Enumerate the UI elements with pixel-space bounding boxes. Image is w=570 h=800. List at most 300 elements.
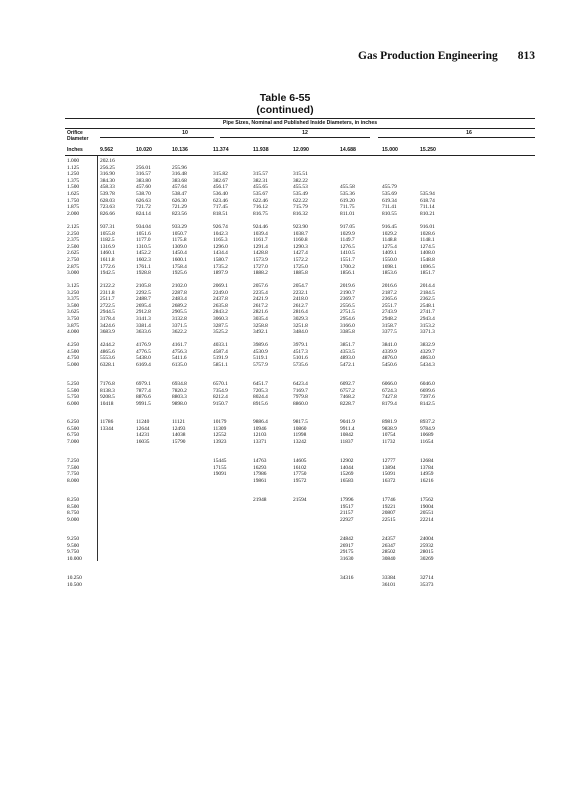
table-cell: 3371.5 [172, 322, 187, 329]
column-subheader: 14.688 [340, 147, 356, 153]
table-cell: 14959 [420, 471, 434, 478]
table-cell: 10860 [293, 425, 307, 432]
table-cell: 933.29 [172, 224, 187, 230]
table-cell: 1696.5 [420, 263, 435, 270]
table-cell: 1888.2 [253, 270, 268, 277]
table-cell: 5434.3 [420, 361, 435, 368]
table-subtitle: (continued) [256, 104, 314, 116]
table-cell: 7397.6 [420, 394, 435, 401]
table-cell: 14044 [340, 464, 354, 471]
orifice-diameter-cell: 3.875 [67, 322, 80, 329]
table-cell: 1182.5 [100, 237, 115, 244]
table-cell: 3141.3 [136, 316, 151, 322]
table-cell: 3492.1 [253, 329, 268, 336]
table-cell: 716.12 [253, 204, 268, 211]
table-cell: 384.30 [100, 177, 115, 184]
group-rule-16 [378, 137, 535, 138]
table-cell: 1450.4 [172, 250, 187, 257]
orifice-diameter-cell: 2.000 [67, 210, 80, 217]
table-cell: 26917 [340, 542, 354, 549]
table-cell: 3832.9 [420, 342, 435, 348]
table-cell: 2741.7 [420, 309, 435, 316]
page-number: 813 [517, 50, 535, 62]
table-cell: 11837 [340, 438, 354, 445]
table-cell: 21948 [253, 497, 267, 503]
table-top-rule [65, 118, 535, 119]
table-cell: 7979.8 [293, 394, 308, 401]
table-cell: 10418 [100, 400, 114, 407]
table-cell: 1055.8 [100, 230, 115, 237]
table-cell: 7427.8 [382, 394, 397, 401]
table-cell: 1727.0 [253, 263, 268, 270]
table-cell: 1550.0 [382, 257, 397, 263]
table-cell: 3683.9 [100, 329, 115, 336]
table-cell: 535.36 [340, 191, 355, 197]
table-cell: 457.64 [172, 184, 187, 191]
orifice-diameter-cell: 9.500 [67, 542, 80, 549]
table-cell: 1177.0 [136, 237, 151, 244]
table-cell: 1897.9 [213, 270, 228, 277]
table-cell: 1050.7 [172, 230, 187, 237]
table-cell: 13923 [213, 438, 227, 445]
table-cell: 455.53 [293, 184, 308, 191]
table-cell: 1042.3 [213, 230, 228, 237]
table-cell: 3166.0 [340, 322, 355, 329]
table-cell: 6135.0 [172, 361, 187, 368]
table-cell: 6979.1 [136, 381, 151, 387]
table-cell: 816.75 [253, 210, 268, 217]
table-cell: 2551.7 [382, 302, 397, 309]
orifice-diameter-cell: 2.500 [67, 243, 80, 250]
orifice-diameter-cell: 8.000 [67, 477, 80, 484]
table-cell: 626.63 [136, 197, 151, 204]
table-cell: 2816.4 [293, 309, 308, 316]
table-cell: 12902 [340, 458, 354, 464]
table-cell: 3158.7 [382, 322, 397, 329]
table-cell: 1698.1 [382, 263, 397, 270]
orifice-diameter-cell: 7.750 [67, 471, 80, 478]
table-cell: 2187.2 [382, 289, 397, 296]
table-cell: 19221 [382, 503, 396, 510]
orifice-diameter-cell: 1.625 [67, 191, 80, 197]
group-rule-12 [220, 137, 370, 138]
table-cell: 17750 [293, 471, 307, 478]
orifice-diameter-cell: 2.375 [67, 237, 80, 244]
orifice-diameter-cell: 7.000 [67, 438, 80, 445]
table-cell: 6092.7 [340, 381, 355, 387]
table-cell: 9817.5 [293, 419, 308, 425]
table-cell: 619.34 [382, 197, 397, 204]
table-cell: 1165.3 [213, 237, 228, 244]
orifice-diameter-cell: 9.250 [67, 536, 80, 542]
table-cell: 1038.7 [293, 230, 308, 237]
table-cell: 12777 [382, 458, 396, 464]
table-cell: 3371.3 [420, 329, 435, 336]
table-cell: 1276.5 [340, 243, 355, 250]
table-cell: 536.40 [213, 191, 228, 197]
table-cell: 2722.5 [100, 302, 115, 309]
table-cell: 8179.4 [382, 400, 397, 407]
table-cell: 8138.3 [100, 387, 115, 394]
table-cell: 2689.2 [172, 302, 187, 309]
table-cell: 33384 [382, 575, 396, 581]
table-cell: 816.32 [293, 210, 308, 217]
group-header-12: 12 [302, 130, 308, 136]
row-header-orifice: Orifice [67, 130, 83, 136]
orifice-diameter-cell: 9.750 [67, 549, 80, 556]
orifice-diameter-cell: 2.750 [67, 257, 80, 263]
table-cell: 1275.4 [382, 243, 397, 250]
table-cell: 5450.6 [382, 361, 397, 368]
table-cell: 1291.4 [253, 243, 268, 250]
table-cell: 12552 [213, 432, 227, 439]
table-cell: 2057.6 [253, 283, 268, 289]
table-cell: 7176.8 [100, 381, 115, 387]
table-cell: 2014.4 [420, 283, 435, 289]
table-cell: 383.68 [172, 177, 187, 184]
table-cell: 455.58 [340, 184, 355, 191]
table-cell: 3979.1 [293, 342, 308, 348]
table-cell: 934.04 [136, 224, 151, 230]
orifice-diameter-cell: 5.750 [67, 394, 80, 401]
table-cell: 3287.5 [213, 322, 228, 329]
table-cell: 1161.7 [253, 237, 268, 244]
table-cell: 6451.7 [253, 381, 268, 387]
table-cell: 2488.7 [136, 296, 151, 303]
table-cell: 456.17 [213, 184, 228, 191]
table-cell: 6934.8 [172, 381, 187, 387]
table-cell: 1296.0 [213, 243, 228, 250]
table-cell: 16035 [136, 438, 150, 445]
table-cell: 618.74 [420, 197, 435, 204]
table-cell: 8024.4 [253, 394, 268, 401]
table-cell: 622.46 [253, 197, 268, 204]
table-cell: 3385.8 [340, 329, 355, 336]
table-cell: 2190.7 [340, 289, 355, 296]
table-cell: 19572 [293, 477, 307, 484]
table-cell: 14763 [253, 458, 267, 464]
table-cell: 11786 [100, 419, 114, 425]
table-cell: 21157 [340, 510, 354, 517]
table-cell: 6757.2 [340, 387, 355, 394]
table-cell: 1408.0 [420, 250, 435, 257]
table-cell: 458.33 [100, 184, 115, 191]
table-cell: 2249.0 [213, 289, 228, 296]
table-cell: 3381.4 [136, 322, 151, 329]
table-cell: 1434.4 [213, 250, 228, 257]
table-cell: 24357 [382, 536, 396, 542]
column-subheader: 11.374 [213, 147, 229, 153]
table-cell: 1700.2 [340, 263, 355, 270]
table-cell: 810.55 [382, 210, 397, 217]
table-cell: 9784.9 [420, 425, 435, 432]
table-cell: 1460.1 [100, 250, 115, 257]
table-cell: 24842 [340, 536, 354, 542]
table-cell: 924.46 [253, 224, 268, 230]
table-cell: 826.66 [100, 210, 115, 217]
table-cell: 16293 [253, 464, 267, 471]
table-cell: 382.31 [253, 177, 268, 184]
table-cell: 1316.9 [100, 243, 115, 250]
table-cell: 1051.6 [136, 230, 151, 237]
table-cell: 5472.1 [340, 361, 355, 368]
table-cell: 5735.6 [293, 361, 308, 368]
orifice-diameter-cell: 1.375 [67, 177, 80, 184]
table-cell: 383.80 [136, 177, 151, 184]
table-title-block [0, 92, 570, 116]
table-cell: 2437.8 [213, 296, 228, 303]
orifice-diameter-cell: 3.000 [67, 270, 80, 277]
table-cell: 15091 [382, 471, 396, 478]
orifice-diameter-cell: 10.000 [67, 555, 82, 562]
table-cell: 4756.3 [172, 348, 187, 355]
table-cell: 8228.7 [340, 400, 355, 407]
table-cell: 202.16 [100, 158, 115, 164]
table-cell: 35373 [420, 581, 434, 588]
table-cell: 3841.0 [382, 342, 397, 348]
table-cell: 1551.7 [340, 257, 355, 263]
table-cell: 13344 [100, 425, 114, 432]
table-cell: 2612.7 [293, 302, 308, 309]
table-cell: 457.60 [136, 184, 151, 191]
table-cell: 12103 [253, 432, 267, 439]
table-cell: 4893.0 [340, 355, 355, 362]
table-cell: 622.22 [293, 197, 308, 204]
table-cell: 2105.8 [136, 283, 151, 289]
table-cell: 711.41 [382, 204, 397, 211]
table-cell: 1851.7 [420, 270, 435, 277]
table-cell: 3633.6 [136, 329, 151, 336]
table-cell: 916.45 [382, 224, 397, 230]
table-cell: 2635.8 [213, 302, 228, 309]
table-cell: 2905.5 [172, 309, 187, 316]
table-cell: 315.57 [253, 171, 268, 178]
table-cell: 9911.4 [340, 425, 355, 432]
table-cell: 10754 [382, 432, 396, 439]
table-cell: 2362.5 [420, 296, 435, 303]
table-cell: 3258.8 [253, 322, 268, 329]
row-header-inches: Inches [67, 147, 83, 153]
table-cell: 10689 [420, 432, 434, 439]
table-cell: 28015 [420, 549, 434, 556]
table-cell: 5553.6 [100, 355, 115, 362]
table-cell: 256.25 [100, 164, 115, 171]
table-cell: 7205.3 [253, 387, 268, 394]
table-cell: 256.01 [136, 164, 151, 171]
table-cell: 916.01 [420, 224, 435, 230]
orifice-diameter-cell: 4.750 [67, 355, 80, 362]
table-cell: 2235.4 [253, 289, 268, 296]
table-cell: 15445 [213, 458, 227, 464]
table-cell: 11121 [172, 419, 186, 425]
table-cell: 11732 [382, 438, 396, 445]
table-cell: 2122.2 [100, 283, 115, 289]
table-cell: 2292.5 [136, 289, 151, 296]
table-cell: 1290.3 [293, 243, 308, 250]
table-cell: 2483.4 [172, 296, 187, 303]
table-cell: 14231 [136, 432, 150, 439]
table-cell: 4353.5 [340, 348, 355, 355]
table-cell: 711.75 [340, 204, 355, 211]
orifice-diameter-cell: 6.500 [67, 425, 80, 432]
orifice-diameter-cell: 1.125 [67, 164, 80, 171]
orifice-diameter-cell: 6.000 [67, 400, 80, 407]
table-cell: 811.01 [340, 210, 355, 217]
table-cell: 723.63 [100, 204, 115, 211]
table-cell: 20551 [420, 510, 434, 517]
table-cell: 3851.7 [340, 342, 355, 348]
table-cell: 2912.8 [136, 309, 151, 316]
orifice-diameter-cell: 5.000 [67, 361, 80, 368]
table-cell: 535.49 [293, 191, 308, 197]
table-cell: 626.30 [172, 197, 187, 204]
table-cell: 2184.5 [420, 289, 435, 296]
orifice-diameter-cell: 7.500 [67, 464, 80, 471]
table-cell: 1310.5 [136, 243, 151, 250]
column-separator [97, 156, 98, 561]
table-cell: 3525.2 [213, 329, 228, 336]
table-cell: 2016.6 [382, 283, 397, 289]
table-cell: 1611.8 [100, 257, 115, 263]
column-subheader: 9.562 [100, 147, 113, 153]
table-cell: 8212.4 [213, 394, 228, 401]
table-cell: 9991.5 [136, 400, 151, 407]
group-rule-10 [100, 137, 214, 138]
group-header-16: 16 [466, 130, 472, 136]
table-cell: 1600.1 [172, 257, 187, 263]
table-cell: 6699.6 [420, 387, 435, 394]
table-cell: 13242 [293, 438, 307, 445]
table-cell: 1160.8 [293, 237, 308, 244]
table-cell: 5411.6 [172, 355, 187, 362]
table-cell: 1149.7 [340, 237, 355, 244]
table-cell: 8937.2 [420, 419, 435, 425]
table-cell: 1029.9 [340, 230, 355, 237]
table-cell: 2369.7 [340, 296, 355, 303]
orifice-diameter-cell: 4.500 [67, 348, 80, 355]
orifice-diameter-cell: 4.000 [67, 329, 80, 336]
table-cell: 2556.5 [340, 302, 355, 309]
table-cell: 8876.6 [136, 394, 151, 401]
table-cell: 4161.7 [172, 342, 187, 348]
table-cell: 3153.2 [420, 322, 435, 329]
table-cell: 823.56 [172, 210, 187, 217]
table-cell: 5119.1 [253, 355, 268, 362]
table-cell: 2232.1 [293, 289, 308, 296]
table-cell: 2421.9 [253, 296, 268, 303]
table-cell: 10179 [213, 419, 227, 425]
table-cell: 4776.5 [136, 348, 151, 355]
table-cell: 17986 [253, 471, 267, 478]
table-cell: 1028.6 [420, 230, 435, 237]
column-subheader: 15.000 [382, 147, 398, 153]
orifice-diameter-cell: 8.750 [67, 510, 80, 517]
table-cell: 8142.5 [420, 400, 435, 407]
table-cell: 16583 [340, 477, 354, 484]
table-cell: 1580.7 [213, 257, 228, 263]
table-cell: 13894 [382, 464, 396, 471]
table-cell: 1928.8 [136, 270, 151, 277]
orifice-diameter-cell: 3.125 [67, 283, 80, 289]
table-cell: 535.69 [382, 191, 397, 197]
table-cell: 13784 [420, 464, 434, 471]
table-cell: 31630 [340, 555, 354, 562]
table-cell: 7169.7 [293, 387, 308, 394]
table-cell: 1725.0 [293, 263, 308, 270]
table-cell: 6169.4 [136, 361, 151, 368]
table-cell: 623.46 [213, 197, 228, 204]
table-cell: 9898.0 [172, 400, 187, 407]
table-cell: 17562 [420, 497, 434, 503]
table-cell: 1428.8 [253, 250, 268, 257]
table-cell: 6066.0 [382, 381, 397, 387]
column-subheader: 15.250 [420, 147, 436, 153]
table-cell: 628.03 [100, 197, 115, 204]
table-cell: 11240 [136, 419, 150, 425]
table-cell: 717.45 [213, 204, 228, 211]
table-cell: 1452.2 [136, 250, 151, 257]
table-cell: 22515 [382, 516, 396, 523]
table-cell: 1410.5 [340, 250, 355, 257]
table-cell: 1309.0 [172, 243, 187, 250]
table-cell: 26347 [382, 542, 396, 549]
table-cell: 3035.4 [253, 316, 268, 322]
table-cell: 30269 [420, 555, 434, 562]
table-cell: 21594 [293, 497, 307, 503]
orifice-diameter-cell: 2.875 [67, 263, 80, 270]
table-cell: 17155 [213, 464, 227, 471]
table-cell: 11998 [293, 432, 307, 439]
table-cell: 3377.5 [382, 329, 397, 336]
table-cell: 3424.6 [100, 322, 115, 329]
table-cell: 1925.6 [172, 270, 187, 277]
orifice-diameter-cell: 3.750 [67, 316, 80, 322]
table-caption: Pipe Sizes, Nominal and Published Inside Diameters, in inches [222, 120, 378, 126]
table-cell: 1602.3 [136, 257, 151, 263]
table-cell: 4244.2 [100, 342, 115, 348]
table-cell: 1175.8 [172, 237, 187, 244]
table-cell: 8981.9 [382, 419, 397, 425]
table-cell: 4865.6 [100, 348, 115, 355]
table-cell: 2843.2 [213, 309, 228, 316]
table-cell: 315.82 [213, 171, 228, 178]
table-cell: 8803.3 [172, 394, 187, 401]
table-cell: 721.29 [172, 204, 187, 211]
orifice-diameter-cell: 2.125 [67, 224, 80, 230]
table-cell: 5438.0 [136, 355, 151, 362]
table-cell: 2548.1 [420, 302, 435, 309]
table-cell: 316.57 [136, 171, 151, 178]
table-cell: 14038 [172, 432, 186, 439]
table-cell: 17746 [382, 497, 396, 503]
table-cell: 2943.4 [420, 316, 435, 322]
orifice-diameter-cell: 1.500 [67, 184, 80, 191]
table-cell: 11654 [420, 438, 434, 445]
table-cell: 7354.9 [213, 387, 228, 394]
table-cell: 6423.4 [293, 381, 308, 387]
table-cell: 16372 [382, 477, 396, 484]
caption-rule [65, 128, 535, 129]
orifice-diameter-cell: 3.625 [67, 309, 80, 316]
table-cell: 824.14 [136, 210, 151, 217]
table-cell: 8860.0 [293, 400, 308, 407]
table-cell: 30840 [382, 555, 396, 562]
table-cell: 6570.1 [213, 381, 228, 387]
table-cell: 29175 [340, 549, 354, 556]
table-cell: 3622.2 [172, 329, 187, 336]
orifice-diameter-cell: 6.250 [67, 419, 80, 425]
table-cell: 917.05 [340, 224, 355, 230]
